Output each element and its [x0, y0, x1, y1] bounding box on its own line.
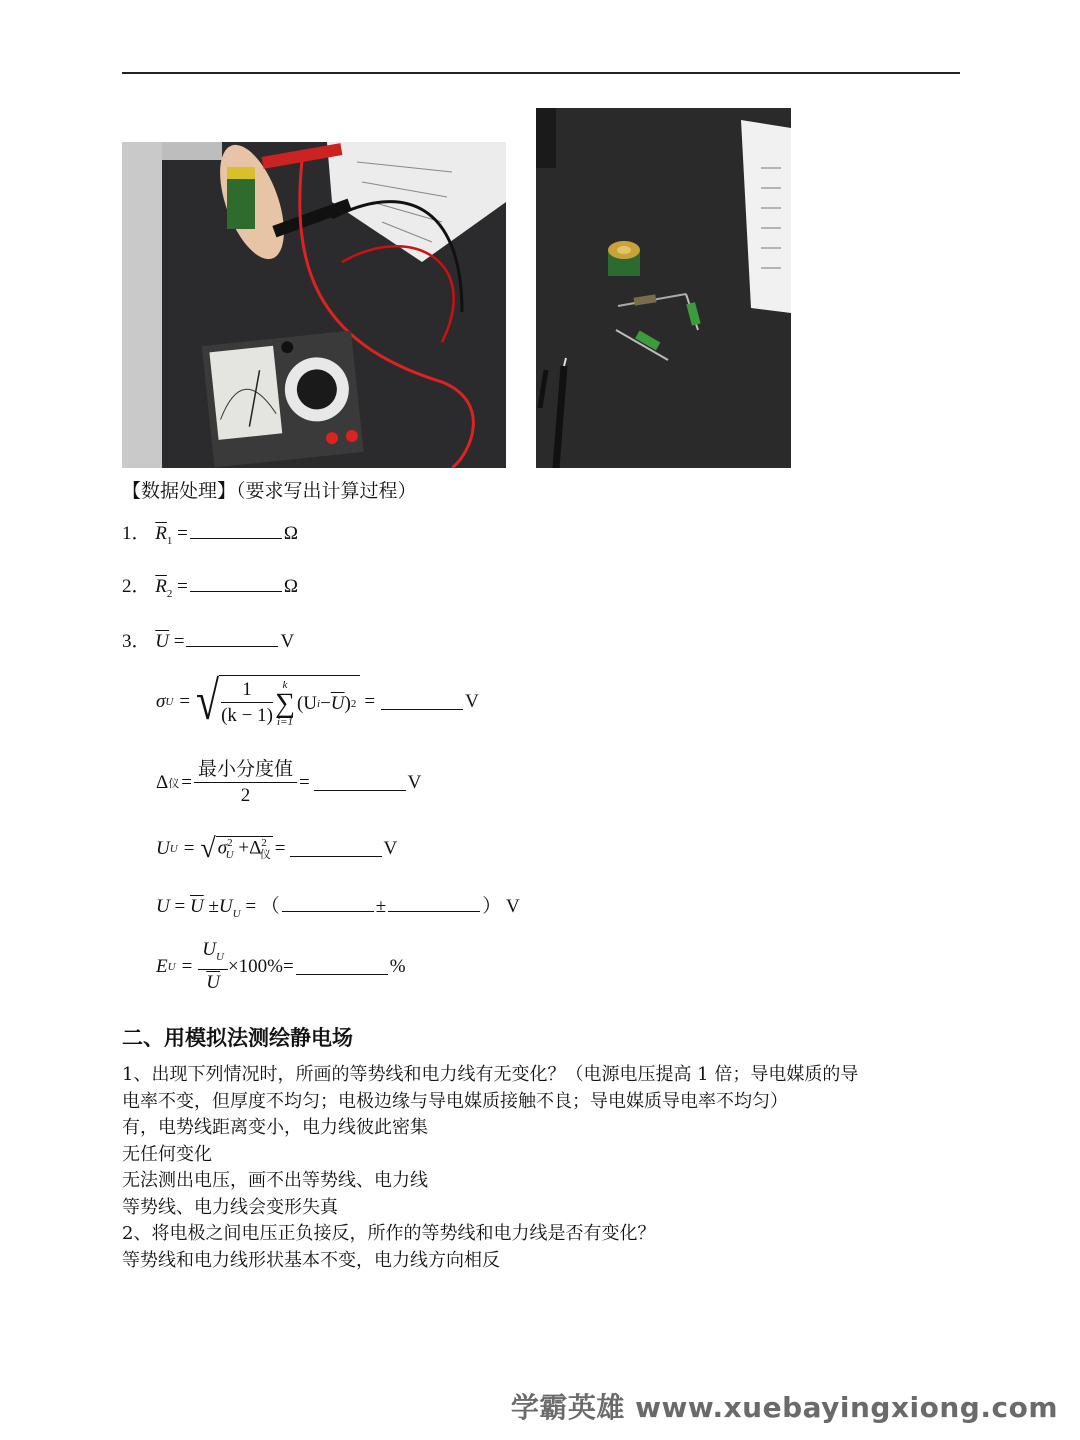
result-u-mean: 3． $\overline{U} = V$ [122, 631, 295, 652]
answer-blank[interactable] [296, 960, 388, 975]
formula-delta: Δ 仪 = $\frac{\text{最小分度值}}{2}$ = V [156, 758, 422, 806]
answer-blank[interactable] [190, 524, 282, 539]
answer-blank[interactable] [290, 842, 382, 857]
paragraph-line: 无任何变化 [122, 1143, 212, 1165]
answer-blank[interactable] [186, 632, 278, 647]
paragraph-line: 等势线、电力线会变形失真 [122, 1196, 338, 1218]
header-rule [122, 72, 960, 74]
result-r1: 1． $\overline{R}_1 = \Omega$ [122, 523, 298, 547]
answer-paragraphs [122, 1062, 858, 1274]
answer-blank[interactable] [381, 695, 463, 710]
section-header: 【数据处理】（要求写出计算过程） [122, 480, 417, 502]
answer-blank[interactable] [314, 776, 406, 791]
formula-uncertainty: U U = √ $\sigma^2_U +\Delta^2_仪$ = V [156, 833, 398, 864]
section-heading: 二、用模拟法测绘静电场 [122, 1026, 353, 1050]
answer-blank[interactable] [388, 897, 480, 912]
formula-error: E U = $\frac{U_U}{U}$ ×100% = % [156, 939, 406, 993]
result-r2: 2． $\overline{R}_2 = \Omega$ [122, 576, 298, 600]
paragraph-line: 等势线和电力线形状基本不变，电力线方向相反 [122, 1249, 500, 1271]
answer-blank[interactable] [190, 577, 282, 592]
paragraph-line: 1、出现下列情况时，所画的等势线和电力线有无变化？（电源电压提高 1 倍；导电媒质的导 [122, 1064, 859, 1085]
photo-components [536, 108, 791, 468]
paragraph-line: 有，电势线距离变小，电力线彼此密集 [122, 1117, 428, 1138]
site-watermark: 学霸英雄 www.xuebayingxiong.com [510, 1391, 1058, 1424]
paragraph-line: 无法测出电压，画不出等势线、电力线 [122, 1170, 428, 1191]
paragraph-line: 2、将电极之间电压正负接反，所作的等势线和电力线是否有变化？ [122, 1223, 656, 1244]
answer-blank[interactable] [282, 897, 374, 912]
paragraph-line: 电率不变，但厚度不均匀；电极边缘与导电媒质接触不良；导电媒质导电率不均匀） [122, 1090, 788, 1112]
photo-multimeter [122, 142, 506, 468]
formula-result: $U = \overline{U} \pm U_U$ = （ ± ） V [156, 896, 520, 920]
formula-sigma: σ U = √ $\frac{1}{(k - 1)}$ k ∑ i=1 (U i − $\overline{U}$ ) 2 = V [156, 672, 479, 732]
